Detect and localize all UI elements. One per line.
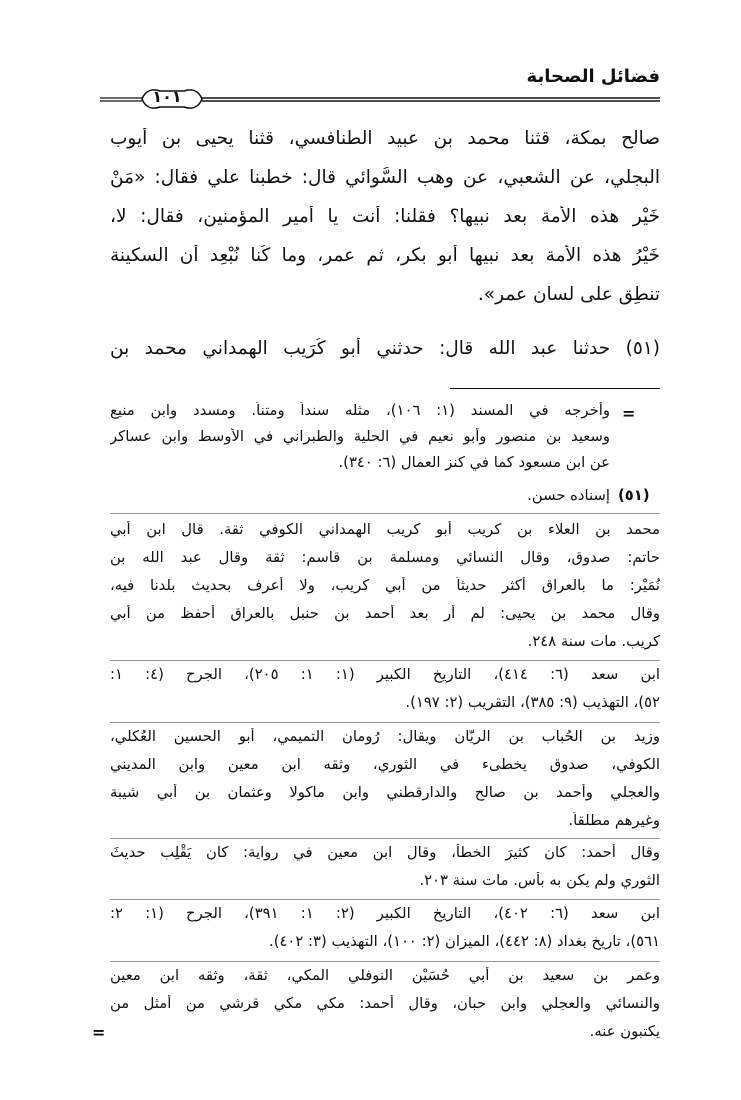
footnote-separator	[450, 388, 660, 389]
footnote-b-line-5: كريب. مات سنة ٢٤٨.	[527, 633, 660, 650]
footnote-f-line-1: ابن سعد (٦: ٤٠٢)، التاريخ الكبير (٢: ١: ٣٩١)، الجرح (١: ٢:	[110, 905, 660, 922]
footnote-divider-5	[110, 899, 660, 900]
footnote-51-head: إسناده حسن.	[527, 487, 610, 504]
footnote-f-line-2: ٥٦١)، تاريخ بغداد (٨: ٤٤٢)، الميزان (٢: ١٠٠)، التهذيب (٣: ٤٠٢).	[268, 933, 660, 950]
footnote-a-line-1: وأخرجه في المسند (١: ١٠٦)، مثله سنداً ومتناً. ومسدد وابن منيع	[110, 402, 610, 419]
footnote-divider-1	[110, 513, 660, 514]
footnote-g-line-1: وعمر بن سعيد بن أبي حُسَيْن النوفلي المكي، ثقة، وثقه ابن معين	[110, 967, 660, 984]
footnote-divider-2	[110, 660, 660, 661]
footnote-b-line-4: وقال محمد بن يحيى: لم أر بعد أحمد بن حنبل بالعراق أحفظ من أبي	[110, 605, 660, 622]
footnote-b-line-1: محمد بن العلاء بن كريب أبو كريب الهمداني الكوفي ثقة. قال ابن أبي	[110, 521, 660, 538]
continuation-mark-top: =	[622, 404, 636, 423]
footnote-g-line-2: والنسائي والعجلي وابن حبان، وقال أحمد: مكي مكي قرشي من أمثل من	[110, 995, 660, 1012]
body-line-2: البجلي، عن الشعبي، عن وهب السُّوائي قال: خطبنا علي فقال: «مَنْ	[110, 167, 660, 188]
footnote-divider-4	[110, 838, 660, 839]
footnote-a-line-2: وسعيد بن منصور وأبو نعيم في الحلية والطبراني في الأوسط وابن عساكر	[110, 428, 610, 445]
footnote-b-line-2: حاتم: صدوق، وقال النسائي ومسلمة بن قاسم: ثقة وقال عبد الله بن	[110, 549, 660, 566]
body-line-5: تنطِق على لسان عمر».	[477, 284, 660, 305]
footnote-divider-6	[110, 961, 660, 962]
footnote-e-line-2: الثوري ولم يكن به بأس. مات سنة ٢٠٣.	[419, 872, 660, 889]
footnote-g-line-3: يكتبون عنه.	[589, 1023, 660, 1040]
footnote-51-marker: (٥١)	[618, 487, 650, 504]
footnote-d-line-2: الكوفي، صدوق يخطىء في الثوري، وثقه ابن معين وابن المديني	[110, 756, 660, 773]
footnote-divider-3	[110, 722, 660, 723]
footnote-c-line-1: ابن سعد (٦: ٤١٤)، التاريخ الكبير (١: ١: ٢٠٥)، الجرح (٤: ١:	[110, 666, 660, 683]
body-line-4: خَيْرُ هذه الأمة بعد نبيها أبو بكر، ثم عمر، وما كُنا نُبْعِد أن السكينة	[110, 245, 660, 266]
running-title: فضائل الصحابة	[526, 66, 660, 87]
body-line-3: خَيْر هذه الأمة بعد نبيها؟ فقلنا: أنت يا أمير المؤمنين، فقال: لا،	[110, 206, 660, 227]
footnote-a-line-3: عن ابن مسعود كما في كنز العمال (٦: ٣٤٠).	[338, 454, 610, 471]
footnote-c-line-2: ٥٢)، التهذيب (٩: ٣٨٥)، التقريب (٢: ١٩٧).	[405, 694, 660, 711]
footnote-b-line-3: نُمَيْر: ما بالعراق أكثر حديثاً من أبي كريب، ولا أعرف بحديث بلدنا فيه،	[110, 577, 660, 594]
footnote-d-line-3: والعجلي وأحمد بن صالح والدارقطني وابن ماكولا وعثمان بن أبي شيبة	[110, 784, 660, 801]
footnote-d-line-1: وزيد بن الحُباب بن الريّان ويقال: رُومان التميمي، أبو الحسين العُكلي،	[110, 728, 660, 745]
body-line-6: (٥١) حدثنا عبد الله قال: حدثني أبو كُرَيب الهمداني محمد بن	[110, 338, 660, 359]
footnote-e-line-1: وقال أحمد: كان كثيرَ الخطأ، وقال ابن معين في رواية: كان يَقْلِب حديثَ	[110, 844, 660, 861]
body-line-1: صالح بمكة، قثنا محمد بن عبيد الطنافسي، قثنا يحيى بن أيوب	[110, 128, 660, 149]
page-header	[100, 62, 660, 112]
page-number: ١٠١	[152, 87, 182, 106]
continuation-mark-bottom: =	[92, 1023, 106, 1042]
footnote-d-line-4: وغيرهم مطلقاً.	[568, 812, 660, 829]
